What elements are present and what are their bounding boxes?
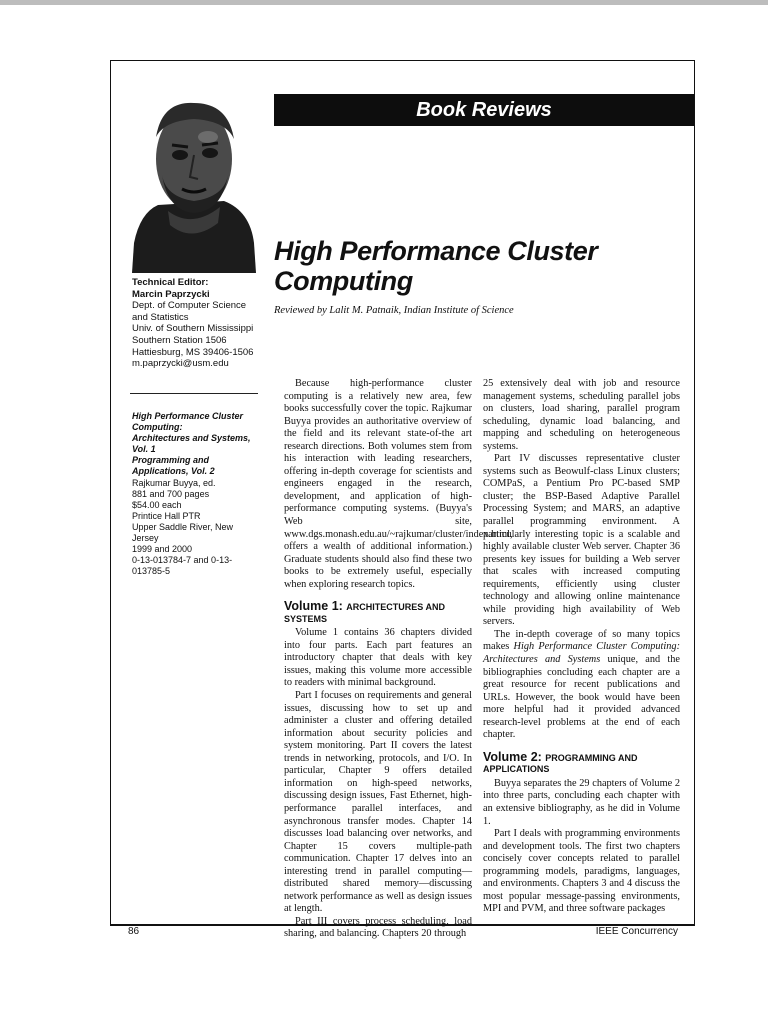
editor-portrait-image — [128, 93, 256, 273]
section-banner: Book Reviews — [274, 94, 694, 126]
article-byline: Reviewed by Lalit M. Patnaik, Indian Institute of Science — [274, 305, 514, 316]
body-paragraph: Volume 1 contains 36 chapters divided into four parts. Each part features an introductory chapter that deals with key issues, making this volume more accessible to readers with minimal background. — [284, 627, 472, 689]
book-author: Rajkumar Buyya, ed. — [132, 477, 216, 488]
editor-contact — [132, 277, 262, 370]
body-paragraph: Part I focuses on requirements and general issues, discussing how to set up and administer a cluster and offering detailed information about security policies and system monitoring. Part II covers the latest trends in networking, protocols, and I/O. In particular, Chapter 9 offers detailed information on high-speed networks, discussing design issues, Fast Ethernet, high-performance parallel interfaces, and asynchronous transfer modes. Chapter 14 discusses load balancing over networks, and Chapter 15 covers multiple-path communication. Chapter 17 delves into an interesting trend in parallel computing—distributed shared memory—discussing network performance as well as design issues at length. — [284, 690, 472, 915]
journal-name: IEEE Concurrency — [595, 926, 678, 937]
book-pages: 881 and 700 pages — [132, 488, 210, 499]
body-column-1 — [284, 378, 513, 941]
text-run: unique, and the bibliographies concluding each chapter are a great resource for recent publications and URLs. However, the book would have been more helpful had it provided advanced research-level problems at the end of each chapter. — [483, 654, 680, 741]
book-title-line: High Performance Cluster Computing: — [132, 411, 244, 433]
body-paragraph: 25 extensively deal with job and resource management systems, scheduling parallel jobs on clusters, load sharing, parallel program scheduling, dynamic load balancing, and mapping and scheduling on heterogeneous systems. — [483, 378, 680, 452]
book-title-italic: High Performance Cluster Computing: Architectures and Systems — [483, 641, 680, 666]
editor-line: Dept. of Computer Science and Statistics — [132, 300, 247, 323]
heading-text: ARCHITECTURES AND SYSTEMS — [284, 602, 445, 624]
editor-name: Marcin Paprzycki — [132, 288, 210, 300]
book-price: $54.00 each — [132, 499, 182, 510]
book-years: 1999 and 2000 — [132, 544, 193, 555]
book-isbn: 0-13-013784-7 and 0-13-013785-5 — [132, 555, 233, 577]
sidebar-divider — [130, 393, 258, 394]
section-heading-volume-2 — [483, 749, 680, 776]
body-paragraph: Part I deals with programming environments and development tools. The first two chapters concisely cover concepts related to parallel programming models, paradigms, languages, and environments. Chapters 3 and 4 discuss the most popular message-passing environments, MPI and PVM, and three software packages — [483, 828, 680, 915]
editor-line: Southern Station 1506 — [132, 334, 227, 346]
heading-prefix: Volume 2: — [483, 749, 546, 764]
body-paragraph: Part III covers process scheduling, load sharing, and balancing. Chapters 20 through — [284, 915, 472, 940]
section-heading-volume-1 — [284, 601, 472, 625]
editor-photo — [128, 93, 256, 273]
book-location: Upper Saddle River, New Jersey — [132, 521, 234, 544]
book-title-line: Programming and Applications, Vol. 2 — [132, 455, 215, 477]
body-paragraph: Because high-performance cluster computing is a relatively new area, few books successfully cover the topic. Rajkumar Buyya provides an authoritative overview of the field and its relevant state-of-the art research directions. Both volumes stem from his interaction with leading researchers, offering in-depth coverage for scientists and engineers engaged in the research, development, and application of high-performance computing systems. (Buyya's Web site, www.dgs.monash.edu.au/~rajkumar/cluster/index.html, offers a wealth of additional information.) Graduate students should also find these two books to be extremely useful, especially when exploring research topics. — [284, 378, 513, 590]
article-title: High Performance Cluster Computing — [274, 236, 598, 296]
book-title-line: Architectures and Systems, Vol. 1 — [132, 433, 251, 455]
editor-email: m.paprzycki@usm.edu — [132, 358, 229, 370]
editor-line: Hattiesburg, MS 39406-1506 — [132, 346, 254, 358]
body-paragraph: Part IV discusses representative cluster systems such as Beowulf-class Linux clusters; COMPaS, a Pentium Pro PC-based SMP cluster; the BSP-Based Adaptive Parallel Processing System; and MARS, an adaptive parallel programming environment. A particularly interesting topic is a scalable and highly available cluster Web server. Chapter 36 presents key issues for building a Web server that scales with increased computing requirements, efficiently using cluster technology and allowing online maintenance while providing high availability of Web servers. — [483, 453, 680, 628]
page-number: 86 — [128, 926, 140, 937]
editor-role: Technical Editor: — [132, 277, 209, 288]
body-paragraph: Buyya separates the 29 chapters of Volume 2 into three parts, concluding each chapter with an extensive bibliography, as he did in Volume 1. — [483, 777, 680, 827]
heading-text: PROGRAMMING AND APPLICATIONS — [483, 752, 638, 775]
scan-edge — [0, 0, 768, 5]
book-publisher: Printice Hall PTR — [132, 510, 201, 521]
editor-line: Univ. of Southern Mississippi — [132, 323, 254, 335]
body-column-2 — [483, 378, 680, 916]
book-info — [132, 411, 262, 577]
text-run: The in-depth coverage of so many topics makes — [483, 628, 680, 653]
body-paragraph — [483, 629, 680, 742]
heading-prefix: Volume 1: — [284, 599, 347, 614]
